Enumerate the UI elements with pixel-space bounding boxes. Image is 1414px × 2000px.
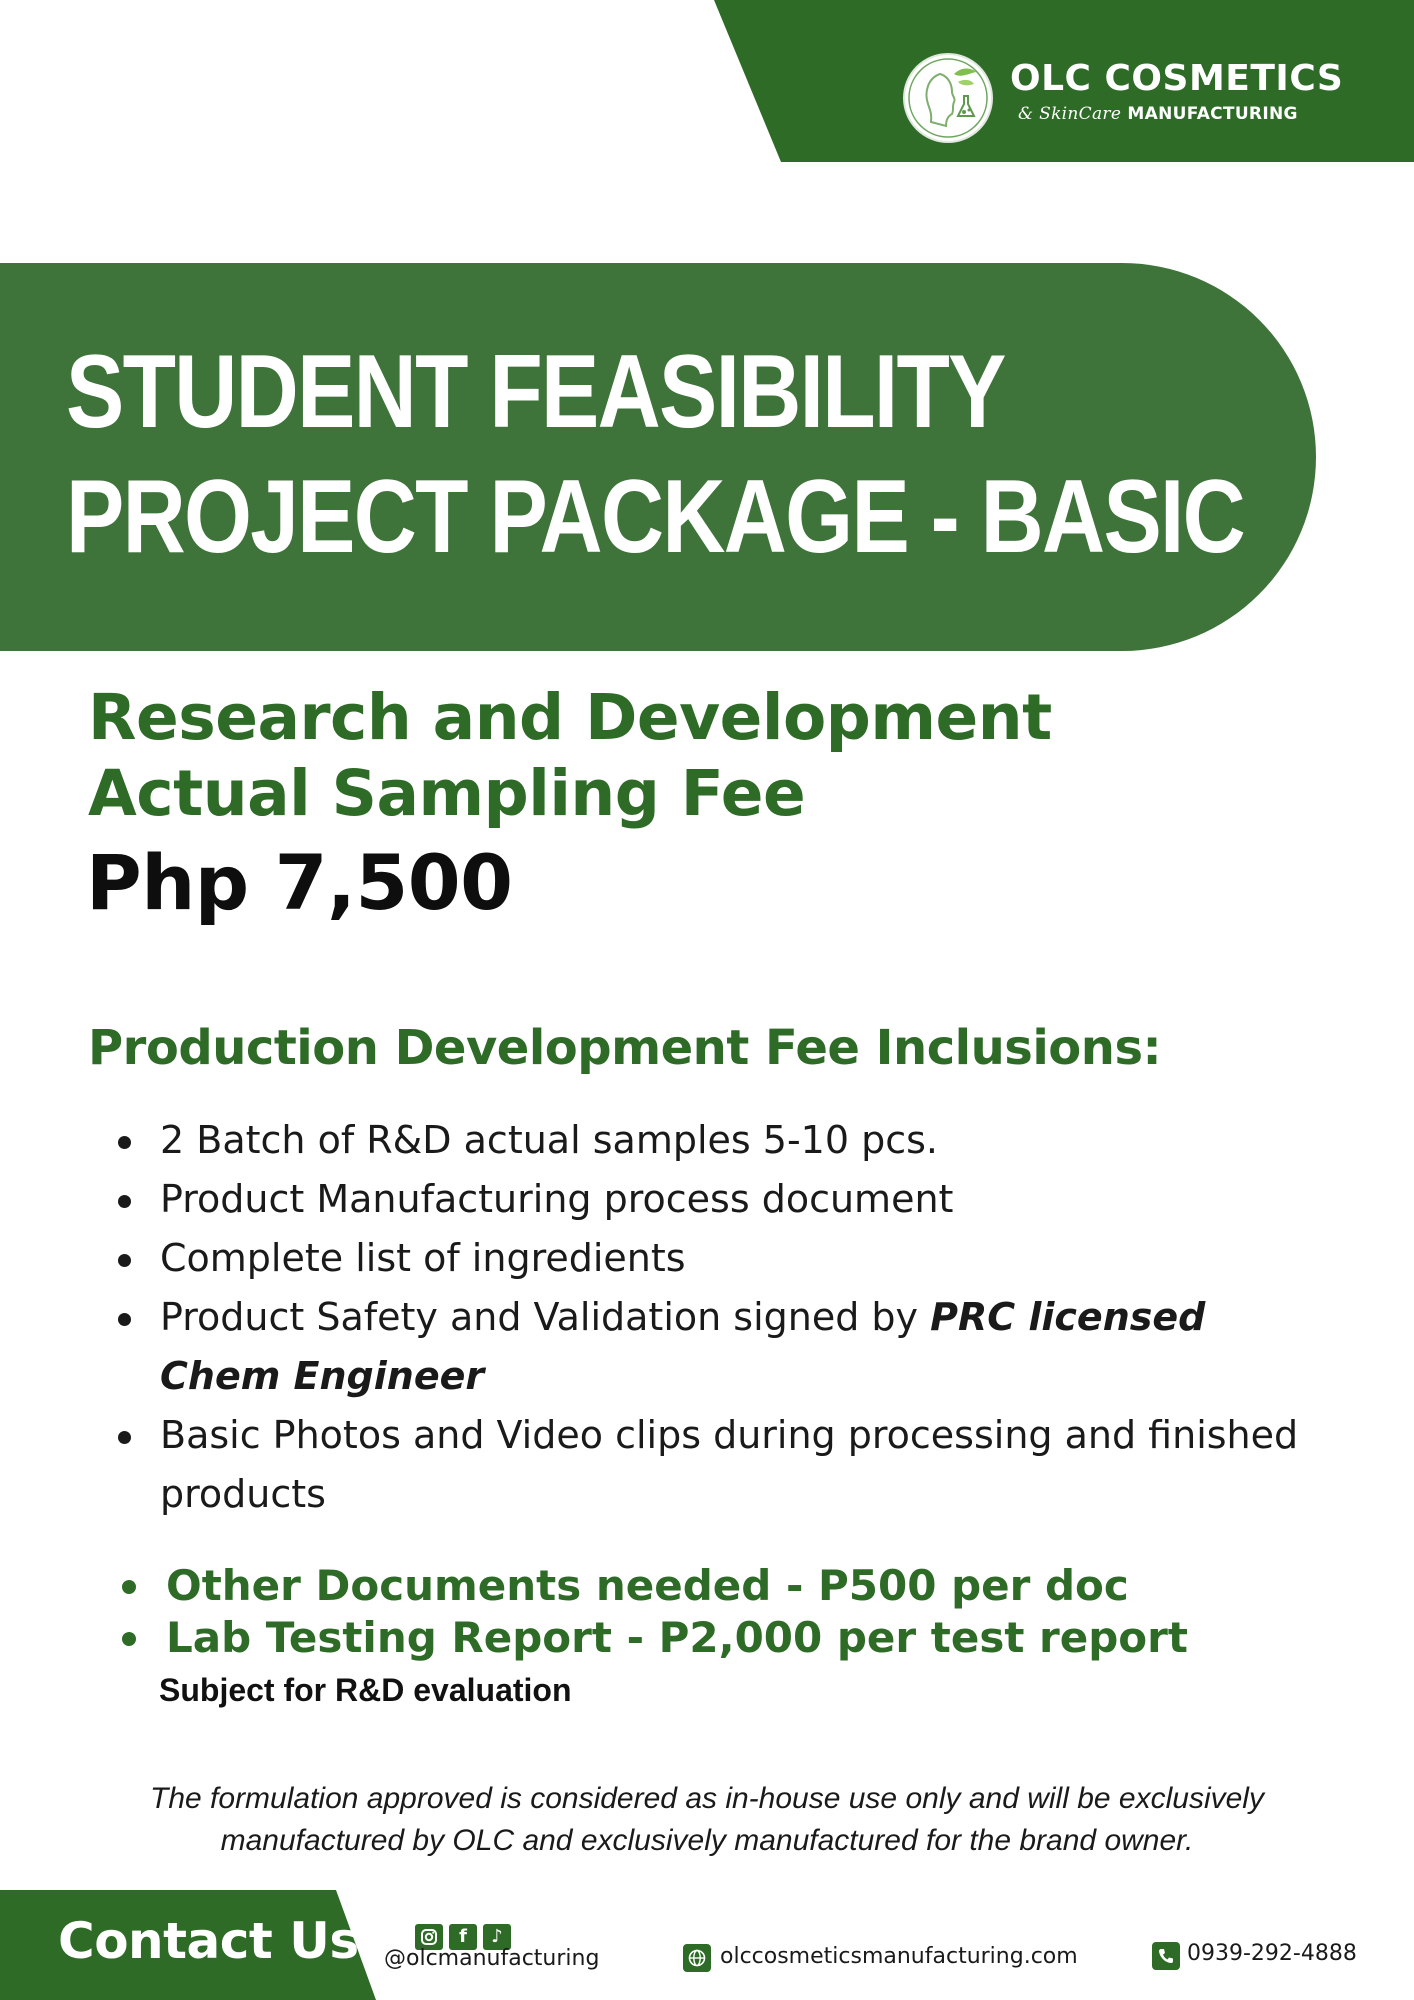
globe-icon: [683, 1944, 711, 1972]
inclusion-emphasis: PRC licensed Chem Engineer: [160, 1295, 1206, 1398]
brand-name: OLC COSMETICS: [1010, 58, 1344, 99]
phone-number[interactable]: 0939-292-4888: [1187, 1941, 1357, 1966]
package-title-line1: STUDENT FEASIBILITY: [66, 334, 1005, 450]
inclusion-item: Basic Photos and Video clips during processing and finished products: [116, 1406, 1316, 1524]
tiktok-icon[interactable]: ♪: [483, 1924, 511, 1950]
facebook-icon[interactable]: f: [449, 1924, 477, 1950]
extra-fee-item: Other Documents needed - P500 per doc: [116, 1560, 1188, 1612]
evaluation-note: Subject for R&D evaluation: [159, 1672, 572, 1708]
package-title: [66, 330, 1245, 580]
inclusion-item: Complete list of ingredients: [116, 1229, 1316, 1288]
disclaimer: [80, 1778, 1334, 1862]
package-title-line2: PROJECT PACKAGE - BASIC: [66, 459, 1245, 575]
fee-title-line1: Research and Development: [88, 681, 1052, 754]
inclusion-item: Product Manufacturing process document: [116, 1170, 1316, 1229]
fee-price: Php 7,500: [86, 838, 513, 927]
extra-fee-item: Lab Testing Report - P2,000 per test report: [116, 1612, 1188, 1664]
brand-logo-icon: [902, 52, 994, 144]
extra-fees-list: [116, 1560, 1188, 1664]
website-link[interactable]: olccosmeticsmanufacturing.com: [720, 1944, 1078, 1969]
contact-title: Contact Us: [58, 1912, 359, 1970]
social-handle-link[interactable]: @olcmanufacturing: [384, 1946, 600, 1971]
fee-title: [88, 680, 1052, 832]
fee-title-line2: Actual Sampling Fee: [88, 757, 806, 830]
inclusions-title: Production Development Fee Inclusions:: [88, 1020, 1162, 1076]
inclusion-item-text: Product Safety and Validation signed by: [160, 1295, 931, 1339]
inclusion-item: [116, 1288, 1316, 1406]
brand-tagline-main: MANUFACTURING: [1127, 104, 1298, 124]
inclusion-item: 2 Batch of R&D actual samples 5-10 pcs.: [116, 1111, 1316, 1170]
inclusions-list: [116, 1111, 1316, 1524]
disclaimer-line2: manufactured by OLC and exclusively manufactured for the brand owner.: [220, 1824, 1194, 1857]
disclaimer-line1: The formulation approved is considered as in-house use only and will be exclusively: [150, 1782, 1264, 1815]
phone-icon: [1152, 1942, 1180, 1970]
brand-tagline-script: & SkinCare: [1018, 104, 1122, 124]
brand-tagline: [1018, 104, 1298, 124]
